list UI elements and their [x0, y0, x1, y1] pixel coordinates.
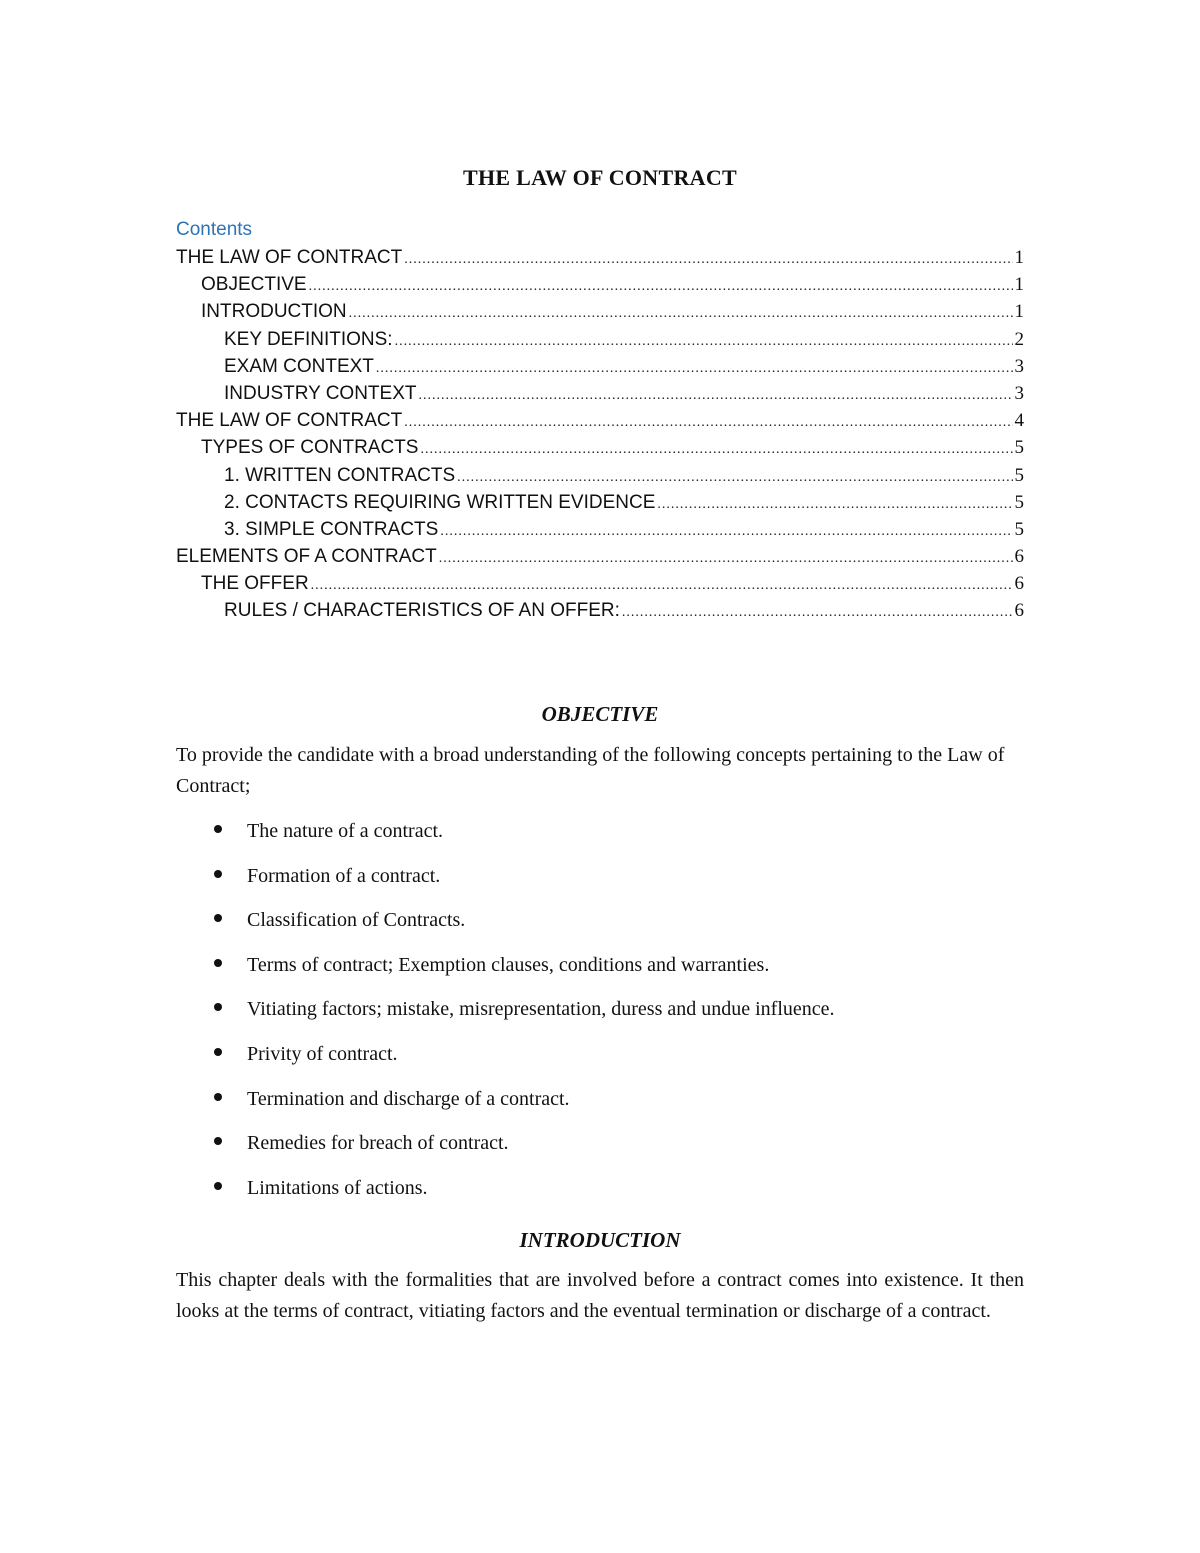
toc-dot-leader: [349, 300, 1013, 327]
toc-dot-leader: [309, 273, 1013, 300]
toc-entry-label: 3. SIMPLE CONTRACTS: [224, 518, 439, 540]
toc-entry-page-number: 6: [1014, 573, 1024, 595]
objective-list-item: [176, 1127, 1024, 1172]
objective-list-item-text: Limitations of actions.: [247, 1176, 428, 1199]
objective-list-item-text: Terms of contract; Exemption clauses, conditions and warranties.: [247, 953, 770, 976]
objective-list-item-text: Formation of a contract.: [247, 864, 441, 887]
toc-dot-leader: [376, 355, 1013, 382]
toc-entry-label: 2. CONTACTS REQUIRING WRITTEN EVIDENCE: [224, 491, 656, 513]
toc-entry-page-number: 2: [1014, 328, 1024, 350]
toc-entry[interactable]: [176, 462, 1024, 489]
bullet-icon: [214, 1003, 222, 1011]
toc-dot-leader: [439, 545, 1013, 572]
toc-entry[interactable]: [176, 298, 1024, 325]
bullet-icon: [214, 825, 222, 833]
objective-list-item-text: Termination and discharge of a contract.: [247, 1087, 570, 1110]
bullet-icon: [214, 1182, 222, 1190]
toc-entry-label: ELEMENTS OF A CONTRACT: [176, 546, 437, 568]
objective-list-item-text: Remedies for breach of contract.: [247, 1132, 509, 1155]
toc-entry[interactable]: [176, 407, 1024, 434]
toc-dot-leader: [657, 491, 1012, 518]
toc-entry[interactable]: [176, 271, 1024, 298]
toc-entry-page-number: 3: [1014, 382, 1024, 404]
toc-dot-leader: [457, 464, 1012, 491]
objective-list-item: [176, 1083, 1024, 1128]
toc-entry[interactable]: [176, 244, 1024, 271]
toc-entry[interactable]: [176, 597, 1024, 624]
objective-list-item: [176, 1172, 1024, 1217]
toc-entry[interactable]: [176, 570, 1024, 597]
toc-entry-page-number: 3: [1014, 355, 1024, 377]
objective-list-item-text: Privity of contract.: [247, 1042, 398, 1065]
toc-dot-leader: [311, 572, 1013, 599]
toc-entry-label: RULES / CHARACTERISTICS OF AN OFFER:: [224, 600, 620, 622]
bullet-icon: [214, 1048, 222, 1056]
toc-entry-page-number: 5: [1014, 491, 1024, 513]
toc-entry-label: 1. WRITTEN CONTRACTS: [224, 464, 456, 486]
toc-dot-leader: [395, 328, 1013, 355]
objective-list-item: [176, 815, 1024, 860]
toc-dot-leader: [404, 246, 1012, 273]
objective-list-item: [176, 949, 1024, 994]
toc-entry-label: THE LAW OF CONTRACT: [176, 247, 403, 268]
toc-entry-label: INDUSTRY CONTEXT: [224, 382, 417, 404]
toc-entry[interactable]: [176, 489, 1024, 516]
objective-heading: OBJECTIVE: [541, 702, 659, 726]
toc-entry-label: TYPES OF CONTRACTS: [201, 437, 419, 459]
toc-entry-page-number: 4: [1014, 410, 1024, 432]
toc-dot-leader: [622, 599, 1013, 626]
toc-dot-leader: [440, 518, 1012, 545]
objective-list-item: [176, 1038, 1024, 1083]
toc-entry-page-number: 6: [1014, 600, 1024, 622]
toc-entry-label: EXAM CONTEXT: [224, 355, 374, 377]
objective-bullet-list: [176, 815, 1024, 1216]
objective-list-item-text: Vitiating factors; mistake, misrepresentation, duress and undue influence.: [247, 998, 835, 1021]
objective-list-item: [176, 993, 1024, 1038]
toc-entry[interactable]: [176, 543, 1024, 570]
bullet-icon: [214, 959, 222, 967]
objective-list-item: [176, 860, 1024, 905]
toc-entry-page-number: 6: [1014, 546, 1024, 568]
bullet-icon: [214, 914, 222, 922]
toc-dot-leader: [419, 382, 1013, 409]
objective-list-item-text: The nature of a contract.: [247, 820, 444, 842]
document-title: THE LAW OF CONTRACT: [462, 165, 738, 190]
toc-entry-page-number: 5: [1014, 518, 1024, 540]
toc-entry[interactable]: [176, 353, 1024, 380]
table-of-contents: [176, 216, 1024, 625]
toc-entry-page-number: 1: [1014, 274, 1024, 296]
toc-entry-page-number: 1: [1014, 247, 1024, 268]
toc-entry[interactable]: [176, 434, 1024, 461]
toc-entry-label: THE OFFER: [201, 573, 309, 595]
objective-intro-paragraph: To provide the candidate with a broad understanding of the following concepts pertaining to the Law of Contract;: [176, 744, 1005, 797]
toc-list: [176, 244, 1024, 625]
toc-entry-label: KEY DEFINITIONS:: [224, 328, 393, 350]
toc-dot-leader: [420, 436, 1012, 463]
bullet-icon: [214, 870, 222, 878]
toc-dot-leader: [404, 409, 1012, 436]
bullet-icon: [214, 1137, 222, 1145]
toc-entry[interactable]: [176, 516, 1024, 543]
bullet-icon: [214, 1093, 222, 1101]
toc-entry-page-number: 5: [1014, 437, 1024, 459]
introduction-paragraph: This chapter deals with the formalities that are involved before a contract comes into existence. It then looks at the terms of contract, vitiating factors and the eventual termination or discharge of a contract.: [176, 1269, 1024, 1322]
objective-list-item-text: Classification of Contracts.: [247, 909, 466, 932]
toc-entry[interactable]: [176, 326, 1024, 353]
toc-entry-label: THE LAW OF CONTRACT: [176, 410, 403, 432]
introduction-heading: INTRODUCTION: [519, 1228, 681, 1252]
toc-entry[interactable]: [176, 380, 1024, 407]
toc-entry-page-number: 1: [1014, 301, 1024, 323]
toc-entry-label: OBJECTIVE: [201, 274, 307, 296]
objective-list-item: [176, 904, 1024, 949]
toc-entry-page-number: 5: [1014, 464, 1024, 486]
toc-entry-label: INTRODUCTION: [201, 301, 347, 323]
toc-heading: Contents: [176, 219, 253, 240]
